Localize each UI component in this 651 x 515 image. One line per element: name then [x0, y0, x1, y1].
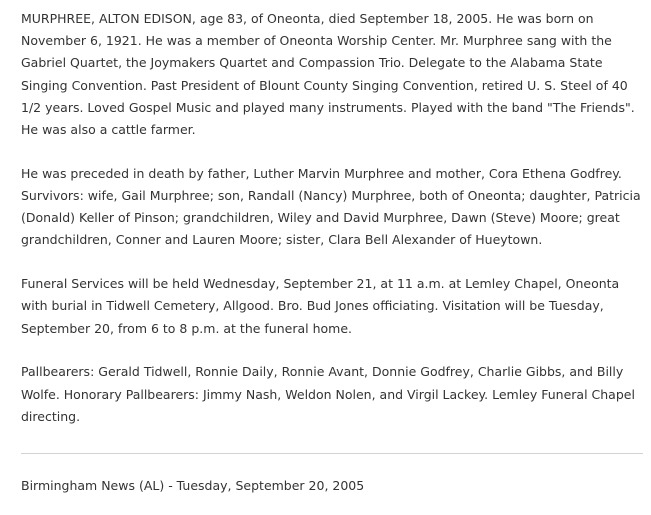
obituary-paragraph-pallbearers: Pallbearers: Gerald Tidwell, Ronnie Daily, Ronnie Avant, Donnie Godfrey, Charlie Gibbs, and Billy Wolfe. Honorary Pallbearers: Jimmy Nash, Weldon Nolen, and Virgil Lackey. Lemley Funeral Chapel directing. [21, 364, 635, 424]
obituary-paragraph-family: He was preceded in death by father, Luther Marvin Murphree and mother, Cora Ethena Godfrey. Survivors: wife, Gail Murphree; son, Randall (Nancy) Murphree, both of Oneonta; daughter, Patricia (Donald) Keller of Pinson; grandchildren, Wiley and David Murphree, Dawn (Steve) Moore; great grandchildren, Conner and Lauren Moore; sister, Clara Bell Alexander of Hueytown. [21, 165, 641, 248]
source-citation: Birmingham News (AL) - Tuesday, September 20, 2005 [21, 478, 365, 493]
section-divider [21, 453, 643, 454]
obituary-body [21, 8, 643, 428]
obituary-paragraph-services: Funeral Services will be held Wednesday, September 21, at 11 a.m. at Lemley Chapel, Oneonta with burial in Tidwell Cemetery, Allgood. Bro. Bud Jones officiating. Visitation will be Tuesday, September 20, from 6 to 8 p.m. at the funeral home. [21, 276, 620, 336]
obituary-paragraph-biography: MURPHREE, ALTON EDISON, age 83, of Oneonta, died September 18, 2005. He was born on November 6, 1921. He was a member of Oneonta Worship Center. Mr. Murphree sang with the Gabriel Quartet, the Joymakers Quartet and Compassion Trio. Delegate to the Alabama State Singing Convention. Past President of Blount County Singing Convention, retired U. S. Steel of 40 1/2 years. Loved Gospel Music and played many instruments. Played with the band "The Friends". He was also a cattle farmer. [21, 11, 635, 138]
